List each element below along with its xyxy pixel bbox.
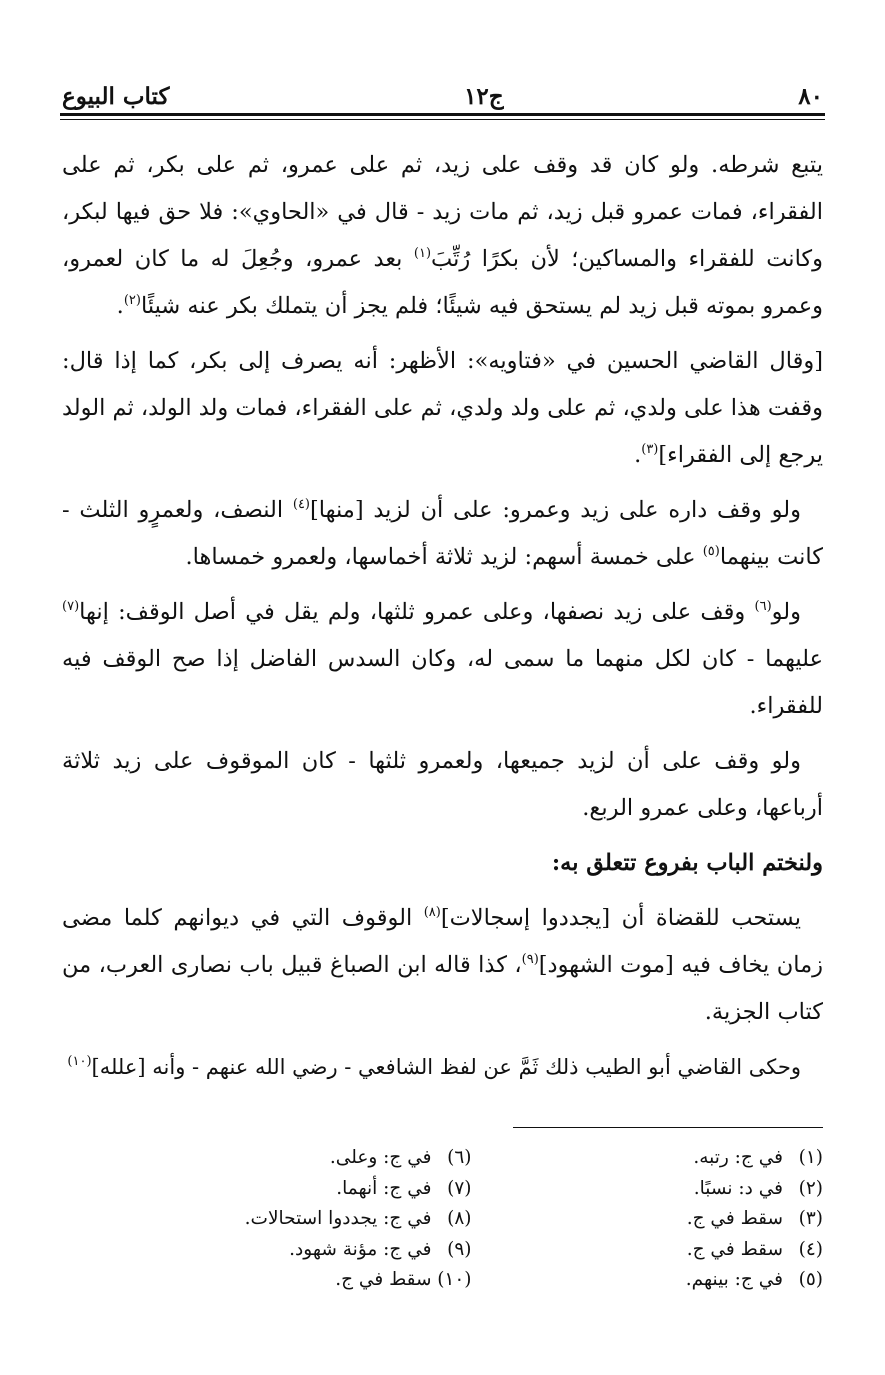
paragraph-7-text-a: وحكى القاضي أبو الطيب ذلك ثَمَّ عن لفظ الشافعي - رضي الله عنهم - وأنه [علله] [91,1055,801,1079]
paragraph-2 [62,338,823,479]
header-rule-thick [60,113,825,116]
footnote-separator [513,1127,823,1128]
paragraph-3-text-c: على خمسة أسهم: لزيد ثلاثة أخماسها، ولعمرو خمساها. [185,544,703,570]
footnote-item [120,1143,472,1174]
footnote-ref-5: (٥) [702,544,720,559]
paragraph-7 [62,1044,823,1091]
paragraph-1-text-b: بعد عمرو، وجُعِلَ له ما كان لعمرو، وعمرو بموته قبل زيد لم يستحق فيه شيئًا؛ فلم يجز أن يتملك بكر عنه شيئًا [62,246,823,319]
footnote-ref-9: (٩) [521,952,539,967]
main-text [62,142,823,1099]
paragraph-2-text-a: [وقال القاضي الحسين في «فتاويه»: الأظهر: أنه يصرف إلى بكر، كما إذا قال: وقفت هذا على ولدي، ثم على ولد ولدي، ثم على الفقراء، فمات ولد الولد، ثم الولد يرجع إلى الفقراء] [61,348,823,468]
footnote-item [120,1265,472,1296]
paragraph-1-text-a: يتبع شرطه. ولو كان قد وقف على زيد، ثم على عمرو، ثم على بكر، ثم على الفقراء، فمات عمرو قبل زيد، ثم مات زيد - قال في «الحاوي»: فلا حق فيها لبكر، وكانت للفقراء والمساكين؛ لأن بكرًا رُتِّبَ [62,152,823,272]
page-number: ٨٠ [798,83,823,110]
footnote-ref-7: (٧) [62,599,80,614]
footnote-text: سقط في ج. [686,1238,783,1260]
footnote-ref-2: (٢) [123,293,141,308]
footnote-ref-1: (١) [413,246,432,261]
footnote-item [120,1235,472,1266]
footnote-number: (٩) [447,1238,472,1260]
footnote-item [472,1235,824,1266]
footnotes-right-column [472,1143,824,1296]
paragraph-4 [62,589,823,730]
footnote-text: في ج: رتبه. [693,1147,783,1168]
footnote-text: في ج: أنهما. [336,1177,432,1199]
footnotes [120,1143,823,1296]
paragraph-3 [62,487,823,581]
footnote-number: (٢) [798,1177,823,1199]
section-heading: ولنختم الباب بفروع تتعلق به: [551,850,823,876]
footnote-number: (٦) [447,1147,472,1168]
footnote-item [120,1174,472,1205]
paragraph-2-text-b: . [634,442,642,468]
book-title: كتاب البيوع [62,83,170,110]
footnote-ref-4: (٤) [292,497,310,512]
paragraph-6-text-b: الوقوف التي في ديوانهم كلما مضى زمان يخاف فيه [موت الشهود] [62,905,823,978]
footnote-text: في ج: بينهم. [685,1269,783,1290]
paragraph-5: ولو وقف على أن لزيد جميعها، ولعمرو ثلثها - كان الموقوف على زيد ثلاثة أرباعها، وعلى عمرو الربع. [62,748,823,821]
footnote-text: سقط في ج. [335,1269,432,1290]
footnote-text: سقط في ج. [686,1208,783,1229]
footnote-item [472,1143,824,1174]
footnote-item [120,1204,472,1235]
footnote-ref-3: (٣) [641,442,659,457]
paragraph-6-text-a: يستحب للقضاة أن [يجددوا إسجالات] [440,905,801,931]
paragraph-4-text-c: عليهما - كان لكل منهما ما سمى له، وكان السدس الفاضل إذا صح الوقف فيه للفقراء. [62,646,823,719]
paragraph-1 [62,142,823,330]
footnotes-left-column [120,1143,472,1296]
footnote-ref-8: (٨) [423,905,441,920]
footnote-number: (١٠) [437,1269,472,1290]
footnote-ref-6: (٦) [754,599,772,614]
paragraph-4-text-b: وقف على زيد نصفها، وعلى عمرو ثلثها، ولم يقل في أصل الوقف: إنها [79,599,755,625]
footnote-text: في د: نسبًا. [693,1177,783,1199]
paragraph-6-text-c: ، كذا قاله ابن الصباغ قبيل باب نصارى العرب، من كتاب الجزية. [62,952,823,1025]
footnote-number: (٥) [798,1269,823,1290]
footnote-item [472,1174,824,1205]
footnote-number: (٨) [447,1208,472,1229]
footnote-text: في ج: يجددوا استحالات. [244,1208,432,1229]
paragraph-1-text-c: . [116,293,124,319]
paragraph-6 [62,895,823,1036]
footnote-number: (١) [798,1147,823,1168]
footnote-item [472,1204,824,1235]
paragraph-3-text-b: النصف، ولعمرٍو الثلث - كانت بينهما [62,497,823,570]
footnote-text: في ج: مؤنة شهود. [289,1238,432,1260]
footnote-text: في ج: وعلى. [329,1147,432,1168]
footnote-number: (٣) [798,1208,823,1229]
footnote-number: (٤) [798,1238,823,1260]
paragraph-3-text-a: ولو وقف داره على زيد وعمرو: على أن لزيد [منها] [310,497,801,523]
header-rule-thin [60,119,825,120]
footnote-number: (٧) [447,1177,472,1199]
footnote-item [472,1265,824,1296]
volume-label: ج١٢ [464,83,504,110]
running-header [62,62,823,108]
footnote-ref-10: (١٠) [67,1054,92,1069]
paragraph-4-text-a: ولو [771,599,801,625]
